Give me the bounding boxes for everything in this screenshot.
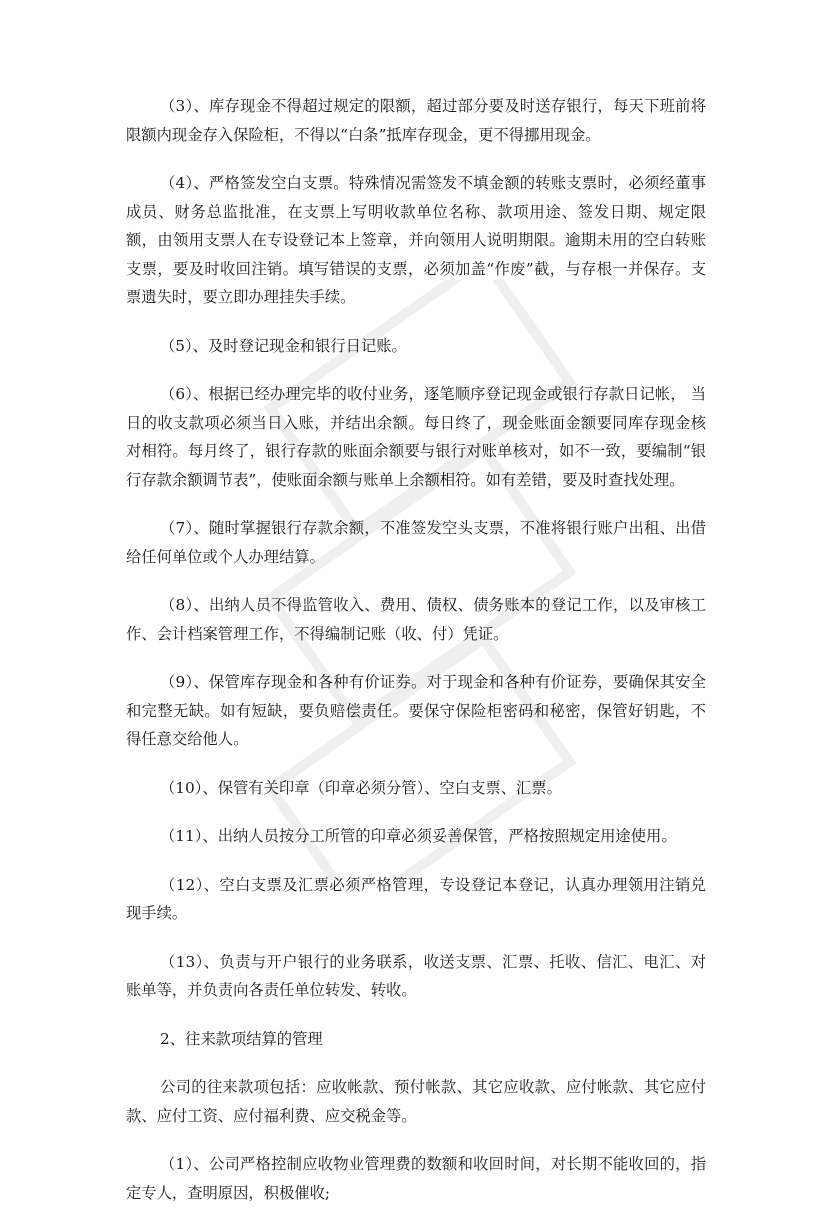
paragraph-4: （4）、严格签发空白支票。特殊情况需签发不填金额的转账支票时，必须经董事成员、财务总监批准，在支票上写明收款单位名称、款项用途、签发日期、规定限额，由领用支票人在专设登记本上签章，并向领用人说明期限。逾期未用的空白转账支票，要及时收回注销。填写错误的支票，必须加盖“作废”截，与存根一并保存。支票遗失时，要立即办理挂失手续。 — [126, 174, 706, 306]
paragraph-6: （6）、根据已经办理完毕的收付业务，逐笔顺序登记现金或银行存款日记帐， 当日的收支款项必须当日入账，并结出余额。每日终了，现金账面金额要同库存现金核对相符。每月终了，银行存款的账面余额要与银行对账单核对，如不一致，要编制“银行存款余额调节表”，使账面余额与账单上余额相符。如有差错，要及时查找处理。 — [126, 385, 706, 489]
paragraph-10: （10）、保管有关印章（印章必须分管）、空白支票、汇票。 — [160, 778, 562, 797]
paragraph-11: （11）、出纳人员按分工所管的印章必须妥善保管，严格按照规定用途使用。 — [160, 827, 677, 845]
paragraph-13: （13）、负责与开户银行的业务联系，收送支票、汇票、托收、信汇、电汇、对账单等，并负责向各责任单位转发、转收。 — [126, 952, 706, 999]
paragraph-8: （8）、出纳人员不得监管收入、费用、债权、债务账本的登记工作，以及审核工作、会计档案管理工作，不得编制记账（收、付）凭证。 — [126, 596, 706, 643]
paragraph-intro: 公司的往来款项包括：应收帐款、预付帐款、其它应收款、应付帐款、其它应付款、应付工资、应付福利费、应交税金等。 — [126, 1078, 706, 1125]
paragraph-3: （3）、库存现金不得超过规定的限额，超过部分要及时送存银行，每天下班前将限额内现金存入保险柜，不得以“白条”抵库存现金，更不得挪用现金。 — [126, 97, 706, 144]
section-heading-2: 2、往来款项结算的管理 — [160, 1029, 323, 1048]
paragraph-9: （9）、保管库存现金和各种有价证券。对于现金和各种有价证券，要确保其安全和完整无缺。如有短缺，要负赔偿责任。要保守保险柜密码和秘密，保管好钥匙，不得任意交给他人。 — [126, 673, 706, 748]
paragraph-7: （7）、随时掌握银行存款余额，不准签发空头支票，不准将银行账户出租、出借给任何单位或个人办理结算。 — [126, 519, 706, 566]
paragraph-12: （12）、空白支票及汇票必须严格管理，专设登记本登记，认真办理领用注销兑现手续。 — [126, 875, 706, 922]
paragraph-1: （1）、公司严格控制应收物业管理费的数额和收回时间，对长期不能收回的，指定专人，查明原因，积极催收; — [126, 1155, 706, 1202]
document-body — [126, 92, 706, 1227]
paragraph-5: （5）、及时登记现金和银行日记账。 — [160, 336, 407, 355]
